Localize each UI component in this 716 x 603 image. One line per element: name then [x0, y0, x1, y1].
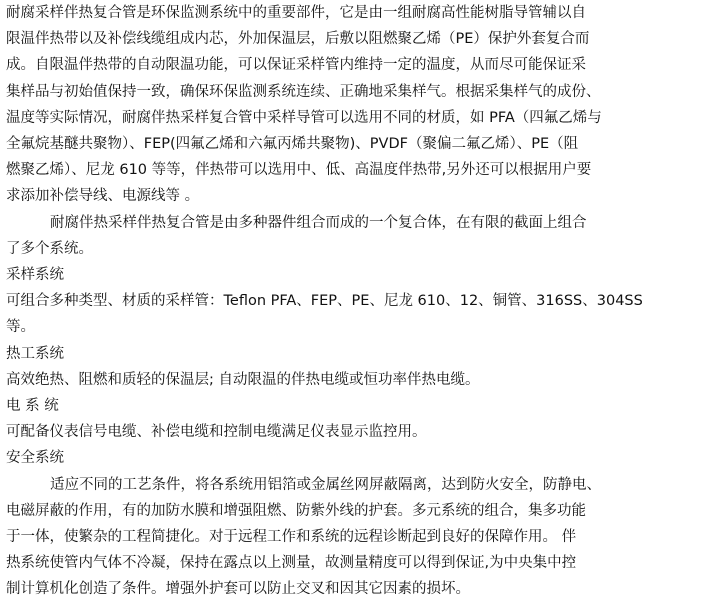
document-body — [6, 0, 710, 603]
text-line: 可组合多种类型、材质的采样管：Teflon PFA、FEP、PE、尼龙 610、12、铜管、316SS、304SS — [6, 293, 643, 310]
text-line: 燃聚乙烯）、尼龙 610 等等，伴热带可以选用中、低、高温度伴热带,另外还可以根据用户要 — [6, 162, 592, 179]
text-line: 等。 — [6, 319, 35, 336]
text-line: 制计算机化创造了条件。增强外护套可以防止交叉和因其它因素的损坏。 — [6, 581, 470, 598]
section-heading: 安全系统 — [6, 450, 64, 467]
text-line: 成。自限温伴热带的自动限温功能，可以保证采样管内维持一定的温度，从而尽可能保证采 — [6, 57, 586, 74]
section-heading: 电 系 统 — [6, 398, 59, 415]
text-line: 集样品与初始值保持一致，确保环保监测系统连续、正确地采集样气。根据采集样气的成份、 — [6, 83, 601, 100]
intro-paragraph — [6, 0, 710, 210]
text-line: 限温伴热带以及补偿线缆组成内芯，外加保温层，后敷以阻燃聚乙烯（PE）保护外套复合而 — [6, 31, 590, 48]
text-line: 适应不同的工艺条件，将各系统用铝箔或金属丝网屏蔽隔离，达到防火安全，防静电、 — [50, 476, 601, 493]
text-line: 于一体，使繁杂的工程简捷化。对于远程工作和系统的远程诊断起到良好的保障作用。 伴 — [6, 529, 577, 546]
text-line: 高效绝热、阻燃和质轻的保温层; 自动限温的伴热电缆或恒功率伴热电缆。 — [6, 371, 480, 388]
text-line: 耐腐采样伴热复合管是环保监测系统中的重要部件，它是由一组耐腐高性能树脂导管辅以自 — [6, 5, 586, 21]
section-electrical — [6, 393, 710, 445]
section-thermal — [6, 341, 710, 393]
text-line: 可配备仪表信号电缆、补偿电缆和控制电缆满足仪表显示监控用。 — [6, 424, 427, 441]
section-heading: 热工系统 — [6, 345, 64, 362]
text-line: 全氟烷基醚共聚物）、FEP(四氟乙烯和六氟丙烯共聚物)、PVDF（聚偏二氟乙烯）、PE（阻 — [6, 136, 579, 153]
text-line: 求添加补偿导线、电源线等 。 — [6, 188, 200, 205]
section-safety — [6, 445, 710, 602]
section-heading: 采样系统 — [6, 267, 64, 284]
text-line: 电磁屏蔽的作用，有的加防水膜和增强阻燃、防紫外线的护套。多元系统的组合，集多功能 — [6, 502, 586, 519]
composite-paragraph — [6, 210, 710, 262]
text-line: 温度等实际情况，耐腐伴热采样复合管中采样导管可以选用不同的材质，如 PFA（四氟乙烯与 — [6, 109, 602, 126]
text-line: 了多个系统。 — [6, 240, 93, 257]
section-sampling — [6, 262, 710, 341]
text-line: 耐腐伴热采样伴热复合管是由多种器件组合而成的一个复合体，在有限的截面上组合 — [50, 214, 587, 231]
text-line: 热系统使管内气体不冷凝，保持在露点以上测量，故测量精度可以得到保证,为中央集中控 — [6, 555, 577, 572]
